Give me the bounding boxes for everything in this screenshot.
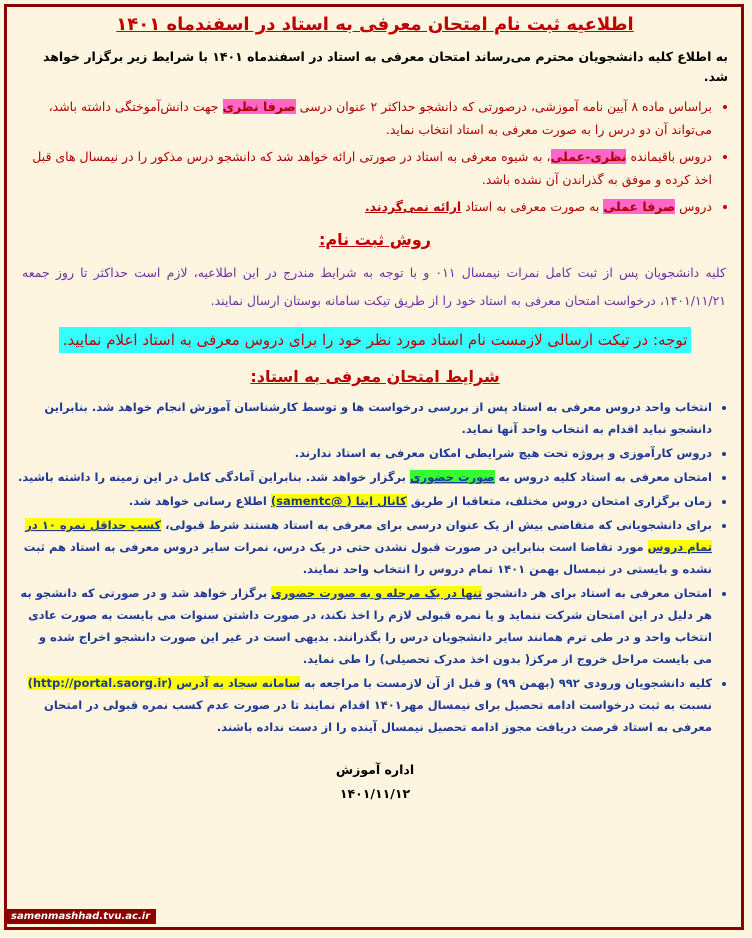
rule-text: ، به شیوه معرفی به استاد در صورتی ارائه خواهد شد که دانشجو درس مذکور را در نیمسال های قبل اخذ کرده و موفق به گذراندن آن نشده باشد. — [32, 149, 712, 187]
method-text: کلیه دانشجویان پس از ثبت کامل نمرات نیمسال ۰۱۱ و با توجه به شرایط مندرج در این اطلاعیه، لازم است حداکثر تا روز جمعه ۱۴۰۱/۱۱/۲۱، درخواست امتحان معرفی به استاد خود را از طریق تیکت سامانه بوستان ارسال نمایند. — [22, 265, 726, 308]
condition-text: زمان برگزاری امتحان دروس مختلف، متعاقبا از طریق — [406, 494, 712, 508]
condition-text: مورد تقاضا است بنابراین در صورت قبول نشدن حتی در یک درس، نمرات سایر دروس معرفی به استاد هم ثبت نشده و بایستی در نیمسال بهمن ۱۴۰۱ تمام دروس را انتخاب واحد نمایند. — [23, 540, 712, 576]
signature — [12, 758, 738, 806]
condition-text: کلیه دانشجویان ورودی ۹۹۲ (بهمن ۹۹) و قبل از آن لازمست با مراجعه به — [300, 676, 712, 690]
notice-text: توجه: در تیکت ارسالی لازمست نام استاد مورد نظر خود را برای دروس معرفی به استاد اعلام نمایید. — [59, 327, 692, 353]
rule-text: جهت دانش‌آموختگی داشته باشد، می‌تواند آن دو درس را به صورت معرفی به استاد انتخاب نماید. — [48, 99, 712, 137]
condition-highlight: سامانه سجاد به آدرس (http://portal.saorg.ir) — [27, 676, 301, 690]
source-watermark: samenmashhad.tvu.ac.ir — [5, 909, 156, 924]
condition-item: • انتخاب واحد دروس معرفی به استاد پس از بررسی درخواست ها و توسط کارشناسان آموزش انجام خواهد شد. بنابراین دانشجو نباید اقدام به انتخاب واحد آنها نماید. — [18, 396, 712, 440]
announcement — [12, 8, 738, 806]
condition-item — [18, 582, 712, 670]
intro-text: به اطلاع کلیه دانشجویان محترم می‌رساند امتحان معرفی به استاد در اسفندماه ۱۴۰۱ با شرایط زیر برگزار خواهد شد. — [42, 49, 728, 84]
rule-text: دروس — [675, 199, 712, 214]
conditions-list — [12, 396, 738, 738]
condition-item — [18, 514, 712, 580]
rule-text: دروس باقیمانده — [626, 149, 712, 164]
condition-highlight: کانال ایتا ( @samentc) — [270, 494, 407, 508]
condition-text: امتحان معرفی به استاد کلیه دروس به — [494, 470, 712, 484]
condition-highlight: صورت حضوری — [410, 470, 495, 484]
rules-list — [12, 95, 738, 218]
condition-item — [18, 672, 712, 738]
condition-text: برگزار خواهد شد. بنابراین آمادگی کامل در این زمینه را داشته باشید. — [18, 470, 411, 484]
rule-highlight: صرفا نظری — [222, 99, 296, 114]
method-title: روش ثبت نام: — [319, 230, 431, 249]
rule-highlight: نظری-عملی — [550, 149, 627, 164]
condition-item — [18, 466, 712, 488]
office-name: اداره آموزش — [335, 762, 415, 777]
rule-item — [18, 195, 712, 218]
notice-box — [12, 325, 738, 355]
condition-item: • دروس کارآموزی و پروژه تحت هیچ شرایطی امکان معرفی به استاد ندارند. — [18, 442, 712, 464]
rule-item — [18, 145, 712, 191]
condition-highlight: تنها در یک مرحله و به صورت حضوری — [271, 586, 482, 600]
condition-item — [18, 490, 712, 512]
condition-text: برای دانشجویانی که متقاضی بیش از یک عنوان درسی برای معرفی به استاد هستند شرط قبولی، — [161, 518, 712, 532]
condition-text: امتحان معرفی به استاد برای هر دانشجو — [481, 586, 712, 600]
conditions-title: شرایط امتحان معرفی به استاد: — [250, 367, 500, 386]
rule-text: به صورت معرفی به استاد — [461, 199, 604, 214]
condition-text: برگزار خواهد شد و در صورتی که دانشجو به هر دلیل در این امتحان شرکت ننماید و یا نمره قبولی لازم را اخذ نکند، در صورت داشتن سنوات می بایست به صورت عادی انتخاب واحد و در طی ترم همانند سایر دانشجویان درس را بگذرانند. بدیهی است در غیر این صورت دانشجو اخراج شده و می بایست مراحل خروج از مرکز( بدون اخذ مدرک تحصیلی) را طی نماید. — [20, 586, 712, 666]
condition-text: اطلاع رسانی خواهد شد. — [128, 494, 271, 508]
rule-text: براساس ماده ۸ آیین نامه آموزشی، درصورتی که دانشجو حداکثر ۲ عنوان درسی — [295, 99, 712, 114]
page-title: اطلاعیه ثبت نام امتحان معرفی به استاد در اسفندماه ۱۴۰۱ — [116, 14, 634, 35]
rule-highlight: صرفا عملی — [603, 199, 676, 214]
rule-item — [18, 95, 712, 141]
announcement-date: ۱۴۰۱/۱۱/۱۲ — [339, 786, 411, 801]
condition-highlight: کسب حداقل نمره ۱۰ در تمام دروس — [25, 518, 712, 554]
rule-emphasis: ارائه نمی‌گردند. — [364, 199, 462, 214]
condition-text: نسبت به ثبت درخواست ادامه تحصیل برای نیمسال مهر۱۴۰۱ اقدام نمایند تا در صورت عدم کسب نمره قبولی در امتحان معرفی به استاد فرصت دریافت مجوز ادامه تحصیل نیمسال آینده را از دست نداده باشند. — [44, 698, 712, 734]
